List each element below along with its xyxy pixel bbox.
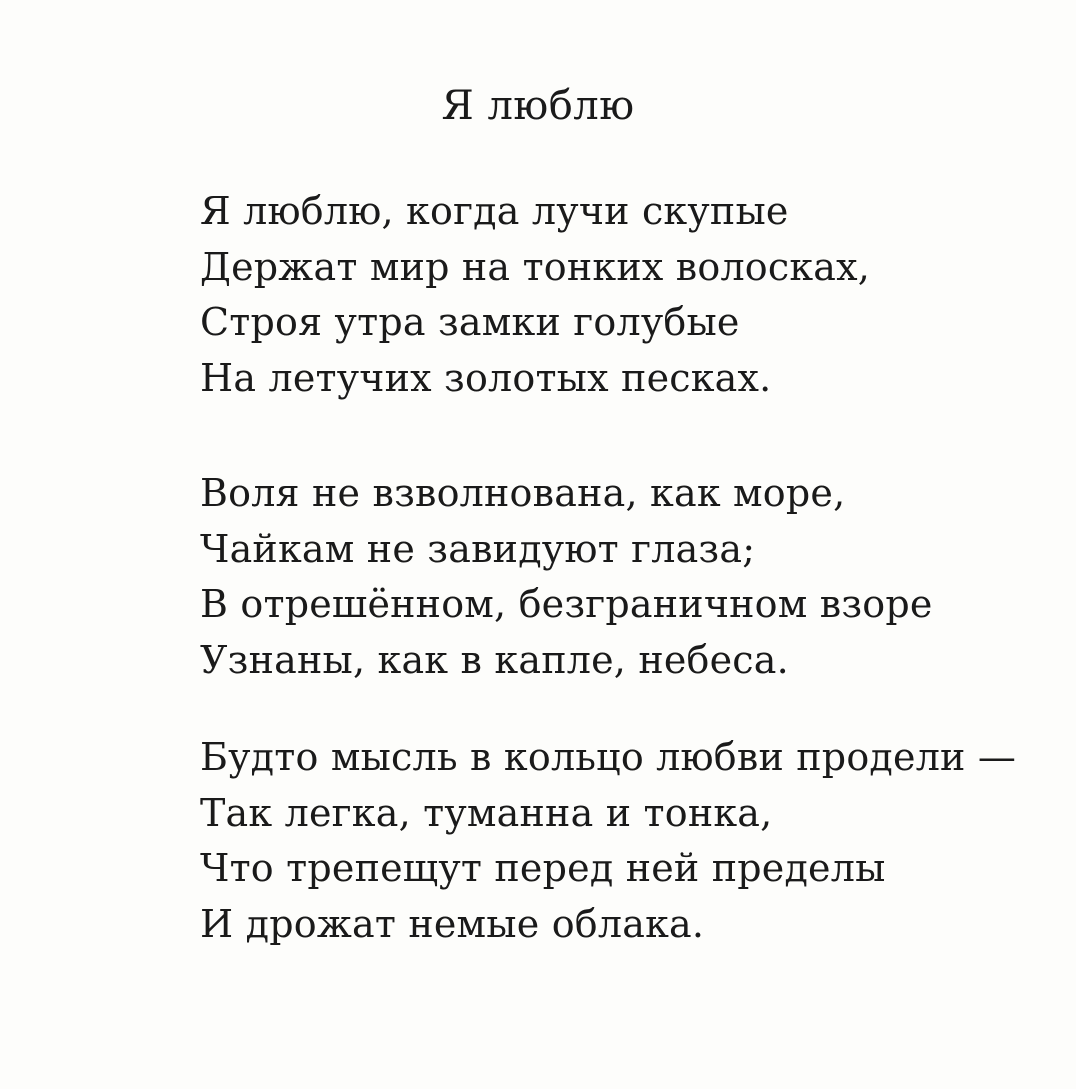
- stanza-1: [200, 184, 1020, 406]
- verse-line: На летучих золотых песках.: [200, 355, 772, 400]
- verse-line: Воля не взволнована, как море,: [200, 471, 846, 515]
- verse-line: В отрешённом, безграничном взоре: [200, 582, 933, 626]
- verse-line: Так легка, туманна и тонка,: [200, 790, 773, 835]
- stanza-2: [200, 466, 1020, 688]
- stanza-3: [200, 730, 1020, 952]
- verse-line: Что трепещут перед ней пределы: [200, 846, 886, 890]
- verse-line: Я люблю, когда лучи скупые: [200, 189, 789, 233]
- verse-line: И дрожат немые облака.: [200, 901, 705, 946]
- poem-title: Я люблю: [441, 83, 635, 129]
- verse-line: Строя утра замки голубые: [200, 300, 740, 344]
- verse-line: Держат мир на тонких волосках,: [200, 244, 871, 289]
- verse-line: Будто мысль в кольцо любви продели —: [200, 735, 1017, 779]
- verse-line: Чайкам не завидуют глаза;: [200, 526, 756, 571]
- verse-line: Узнаны, как в капле, небеса.: [200, 637, 789, 682]
